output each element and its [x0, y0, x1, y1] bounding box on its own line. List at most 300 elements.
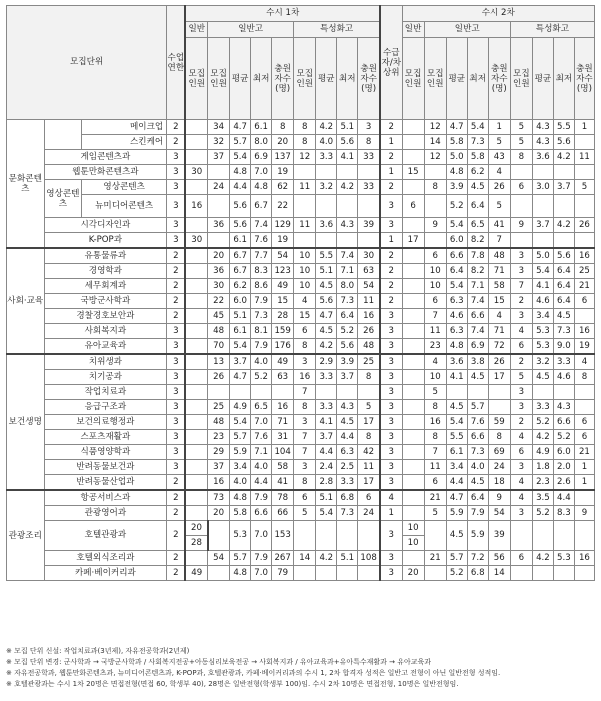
- table-cell: 15: [294, 309, 316, 324]
- table-cell: [402, 490, 424, 506]
- table-cell: 5.7: [230, 551, 251, 566]
- table-cell: [185, 506, 207, 521]
- table-cell: 62: [272, 180, 294, 195]
- table-cell: 2: [167, 294, 186, 309]
- table-cell: [230, 385, 251, 400]
- table-cell: 4.2: [316, 339, 337, 355]
- table-cell: 3.3: [316, 370, 337, 385]
- table-cell: 79: [272, 566, 294, 581]
- table-cell: 16: [272, 400, 294, 415]
- table-cell: 7.0: [251, 521, 272, 551]
- table-cell: 2.4: [316, 460, 337, 475]
- table-cell: 12: [294, 150, 316, 165]
- table-cell: 2: [510, 354, 532, 370]
- table-cell: 2: [167, 490, 186, 506]
- table-cell: [510, 195, 532, 218]
- table-cell: 4.4: [230, 180, 251, 195]
- table-cell: 9.0: [553, 339, 574, 355]
- table-cell: 11: [358, 460, 380, 475]
- table-cell: 7.6: [251, 233, 272, 249]
- table-cell: 3.3: [316, 150, 337, 165]
- table-cell: 3.7: [553, 180, 574, 195]
- table-cell: 3: [380, 430, 402, 445]
- table-cell: 4.8: [230, 165, 251, 180]
- table-cell: [402, 264, 424, 279]
- table-row: [7, 279, 595, 294]
- table-cell: 25: [574, 264, 594, 279]
- table-cell: 54: [272, 248, 294, 264]
- table-cell: [337, 233, 358, 249]
- table-cell: 4.2: [532, 551, 553, 566]
- table-cell: 3: [167, 324, 186, 339]
- header-r2-g-recruit: 모집인원: [402, 38, 424, 120]
- table-cell: 33: [358, 150, 380, 165]
- table-cell: 21: [574, 445, 594, 460]
- table-cell: 63: [358, 264, 380, 279]
- table-cell: [185, 339, 207, 355]
- group-label: 보건생명: [7, 354, 45, 490]
- table-cell: [402, 150, 424, 165]
- unit-name: 시각디자인과: [44, 218, 167, 233]
- table-cell: [402, 430, 424, 445]
- table-cell: 108: [358, 551, 380, 566]
- table-cell: 12: [424, 150, 446, 165]
- table-cell: 5.1: [316, 490, 337, 506]
- table-cell: 6.3: [446, 294, 467, 309]
- table-cell: 6: [574, 415, 594, 430]
- table-cell: 6.8: [467, 566, 488, 581]
- unit-name: 게임콘텐츠과: [44, 150, 167, 165]
- table-cell: 10: [424, 370, 446, 385]
- table-cell: [402, 180, 424, 195]
- table-cell: [402, 415, 424, 430]
- table-cell: 70: [208, 339, 230, 355]
- table-cell: 37: [208, 150, 230, 165]
- table-cell: 16: [424, 415, 446, 430]
- header-r2-sh-min: 최저: [553, 38, 574, 120]
- table-cell: [294, 566, 316, 581]
- table-cell: 6: [510, 339, 532, 355]
- table-cell: 3: [380, 370, 402, 385]
- table-cell: [185, 294, 207, 309]
- table-cell: [402, 279, 424, 294]
- table-cell: 33: [358, 180, 380, 195]
- table-cell: 37: [208, 460, 230, 475]
- table-cell: 9: [424, 218, 446, 233]
- table-cell: 23: [424, 339, 446, 355]
- table-cell: 3: [510, 400, 532, 415]
- table-cell: 7.4: [467, 294, 488, 309]
- table-cell: 5.3: [532, 324, 553, 339]
- table-cell: 8.3: [553, 506, 574, 521]
- table-cell: 7.3: [467, 445, 488, 460]
- table-cell: 6.7: [230, 248, 251, 264]
- table-cell: [316, 165, 337, 180]
- table-cell: 23: [208, 430, 230, 445]
- table-cell: 4.7: [446, 490, 467, 506]
- table-cell: 6.1: [230, 324, 251, 339]
- table-cell: 30: [185, 233, 207, 249]
- header-r1-gh-min: 최저: [251, 38, 272, 120]
- table-cell: [185, 264, 207, 279]
- table-cell: 30: [208, 279, 230, 294]
- table-cell: 20: [208, 506, 230, 521]
- table-cell: 7.3: [337, 294, 358, 309]
- table-cell: 5.4: [446, 218, 467, 233]
- table-cell: 5.1: [337, 120, 358, 135]
- table-body: [7, 120, 595, 581]
- table-cell: [402, 120, 424, 135]
- header-r1-sh-min: 최저: [337, 38, 358, 120]
- table-cell: 6.6: [446, 248, 467, 264]
- table-cell: 8: [358, 430, 380, 445]
- table-cell: 4.5: [337, 415, 358, 430]
- table-cell: 3.7: [532, 218, 553, 233]
- table-cell: 71: [488, 264, 510, 279]
- table-cell: 8.2: [467, 233, 488, 249]
- table-cell: 5.6: [553, 135, 574, 150]
- table-cell: 5.8: [446, 135, 467, 150]
- table-cell: 5.8: [467, 150, 488, 165]
- table-cell: 5.1: [337, 551, 358, 566]
- table-cell: 2: [167, 475, 186, 491]
- table-cell: 9: [574, 506, 594, 521]
- table-cell: [402, 460, 424, 475]
- table-cell: 17: [358, 415, 380, 430]
- table-cell: 3: [167, 233, 186, 249]
- table-cell: 7.3: [337, 506, 358, 521]
- table-cell: [553, 165, 574, 180]
- table-cell: 1: [380, 506, 402, 521]
- table-cell: 1: [380, 135, 402, 150]
- table-cell: [294, 195, 316, 218]
- table-cell: 3: [167, 195, 186, 218]
- table-cell: 54: [208, 551, 230, 566]
- table-cell: 3.7: [230, 354, 251, 370]
- table-cell: 5: [510, 370, 532, 385]
- table-cell: 10: [294, 264, 316, 279]
- unit-name: 유통물류과: [44, 248, 167, 264]
- header-r2-gh-applicants: 충원자수(명): [488, 38, 510, 120]
- table-cell: [251, 385, 272, 400]
- table-cell: [294, 233, 316, 249]
- table-cell: 6.6: [467, 430, 488, 445]
- header-r2-general-high: 일반고: [424, 22, 510, 38]
- table-cell: 5: [358, 400, 380, 415]
- table-row: [7, 415, 595, 430]
- table-cell: [574, 233, 594, 249]
- table-cell: 1: [574, 460, 594, 475]
- table-cell: 3: [380, 445, 402, 460]
- table-cell: 10: [294, 248, 316, 264]
- table-cell: 1: [380, 233, 402, 249]
- table-row: [7, 445, 595, 460]
- table-cell: 7: [424, 309, 446, 324]
- table-cell: 8: [424, 180, 446, 195]
- table-cell: 4: [488, 165, 510, 180]
- table-cell: 4.2: [553, 218, 574, 233]
- table-cell: 6.6: [553, 415, 574, 430]
- unit-name: 세무회계과: [44, 279, 167, 294]
- table-cell: 26: [488, 354, 510, 370]
- table-cell: 2: [167, 506, 186, 521]
- table-cell: 6.0: [446, 233, 467, 249]
- table-cell: 4.9: [532, 445, 553, 460]
- table-cell: 10: [402, 521, 424, 536]
- table-cell: [574, 195, 594, 218]
- table-cell: 3.3: [553, 354, 574, 370]
- table-cell: 5: [574, 180, 594, 195]
- table-cell: 4: [510, 490, 532, 506]
- table-cell: 4.8: [446, 165, 467, 180]
- table-cell: 3: [167, 354, 186, 370]
- table-cell: 8: [294, 135, 316, 150]
- table-cell: [553, 385, 574, 400]
- table-cell: 6.9: [251, 150, 272, 165]
- table-cell: 11: [294, 180, 316, 195]
- table-cell: 10: [402, 536, 424, 551]
- table-cell: 4.8: [230, 490, 251, 506]
- table-cell: 5.6: [230, 218, 251, 233]
- table-cell: 2: [380, 264, 402, 279]
- table-cell: 153: [272, 521, 294, 551]
- table-cell: 5.4: [230, 415, 251, 430]
- table-cell: 4.5: [446, 400, 467, 415]
- table-cell: 3: [167, 370, 186, 385]
- table-cell: 16: [208, 475, 230, 491]
- table-cell: 6.5: [251, 400, 272, 415]
- table-cell: 5.7: [446, 551, 467, 566]
- header-r1-gh-recruit: 모집인원: [208, 38, 230, 120]
- table-cell: [337, 566, 358, 581]
- header-r1-gh-avg: 평균: [230, 38, 251, 120]
- table-cell: 5.4: [316, 506, 337, 521]
- table-cell: 12: [424, 120, 446, 135]
- table-cell: [316, 566, 337, 581]
- table-cell: [402, 309, 424, 324]
- table-row: [7, 521, 595, 536]
- table-cell: 58: [272, 460, 294, 475]
- table-cell: 5.3: [532, 339, 553, 355]
- table-cell: 3: [167, 430, 186, 445]
- table-cell: 78: [272, 490, 294, 506]
- table-cell: 3: [380, 415, 402, 430]
- table-cell: 7.8: [467, 248, 488, 264]
- unit-name: 유아교육과: [44, 339, 167, 355]
- table-cell: 4.3: [337, 400, 358, 415]
- table-cell: 7.4: [337, 248, 358, 264]
- table-cell: 7.9: [251, 339, 272, 355]
- table-cell: 3: [294, 415, 316, 430]
- table-cell: [316, 521, 337, 551]
- table-cell: 2: [167, 135, 186, 150]
- table-cell: 49: [272, 279, 294, 294]
- group-label: 문화콘텐츠: [7, 120, 45, 249]
- table-cell: 17: [488, 370, 510, 385]
- table-cell: 2: [167, 264, 186, 279]
- table-cell: 8: [358, 370, 380, 385]
- table-cell: 3: [380, 195, 402, 218]
- table-cell: 3: [510, 385, 532, 400]
- unit-name: 경찰경호보안과: [44, 309, 167, 324]
- table-cell: 5.1: [230, 309, 251, 324]
- table-cell: [185, 150, 207, 165]
- group-label: 사회·교육: [7, 248, 45, 354]
- table-cell: [424, 165, 446, 180]
- table-cell: 3.6: [316, 218, 337, 233]
- table-row: [7, 354, 595, 370]
- table-cell: [185, 415, 207, 430]
- table-cell: 48: [208, 415, 230, 430]
- table-cell: 6.3: [337, 445, 358, 460]
- unit-name: 스포츠재활과: [44, 430, 167, 445]
- table-cell: [574, 400, 594, 415]
- table-cell: [185, 400, 207, 415]
- table-cell: 6.6: [251, 506, 272, 521]
- table-cell: 59: [488, 415, 510, 430]
- table-cell: 2: [167, 248, 186, 264]
- table-cell: 3: [294, 460, 316, 475]
- table-cell: 4: [294, 294, 316, 309]
- header-unit: 모집단위: [7, 6, 167, 120]
- table-row: [7, 135, 595, 150]
- unit-name: 영상콘텐츠: [82, 180, 167, 195]
- table-cell: 5.2: [532, 506, 553, 521]
- header-r1-sh-applicants: 충원자수(명): [358, 38, 380, 120]
- table-cell: 5.0: [532, 248, 553, 264]
- table-cell: [532, 165, 553, 180]
- table-cell: [185, 445, 207, 460]
- table-cell: 3.9: [446, 180, 467, 195]
- table-cell: 6.2: [467, 165, 488, 180]
- table-cell: 8: [294, 120, 316, 135]
- table-cell: 58: [488, 279, 510, 294]
- table-cell: 6.7: [251, 195, 272, 218]
- table-cell: 7.4: [251, 218, 272, 233]
- table-cell: [316, 195, 337, 218]
- table-cell: [402, 248, 424, 264]
- table-cell: 6: [574, 430, 594, 445]
- table-cell: 6.9: [467, 339, 488, 355]
- unit-name: 반려동물산업과: [44, 475, 167, 491]
- unit-name: 식품영양학과: [44, 445, 167, 460]
- table-cell: 3: [510, 460, 532, 475]
- table-row: [7, 309, 595, 324]
- table-cell: 6.0: [230, 294, 251, 309]
- table-cell: 73: [208, 490, 230, 506]
- table-cell: 19: [574, 339, 594, 355]
- table-cell: 6: [510, 445, 532, 460]
- admission-results-table: [6, 5, 595, 581]
- table-cell: 5: [488, 135, 510, 150]
- table-cell: 8.2: [467, 264, 488, 279]
- table-cell: 7.0: [251, 566, 272, 581]
- table-cell: 8: [424, 400, 446, 415]
- table-cell: 3: [167, 339, 186, 355]
- table-cell: 7: [294, 385, 316, 400]
- table-cell: 4: [510, 430, 532, 445]
- table-cell: [358, 165, 380, 180]
- table-cell: 48: [488, 248, 510, 264]
- table-cell: 36: [208, 264, 230, 279]
- table-cell: 15: [272, 294, 294, 309]
- table-cell: 6.4: [446, 264, 467, 279]
- table-cell: [532, 566, 553, 581]
- table-cell: 6.4: [467, 195, 488, 218]
- table-cell: 8: [510, 150, 532, 165]
- table-row: [7, 506, 595, 521]
- table-cell: 7.9: [251, 294, 272, 309]
- table-cell: 3: [167, 150, 186, 165]
- table-cell: [446, 385, 467, 400]
- table-cell: 1: [488, 120, 510, 135]
- table-cell: 13: [208, 354, 230, 370]
- table-cell: 29: [208, 445, 230, 460]
- unit-name: K-POP과: [44, 233, 167, 249]
- table-cell: 26: [574, 218, 594, 233]
- table-cell: [553, 521, 574, 551]
- table-cell: [574, 135, 594, 150]
- table-cell: [402, 400, 424, 415]
- table-cell: 6.4: [553, 294, 574, 309]
- table-cell: 3: [167, 218, 186, 233]
- table-cell: 16: [294, 370, 316, 385]
- table-cell: [510, 566, 532, 581]
- table-cell: 4: [424, 354, 446, 370]
- header-round2: 수시 2차: [402, 6, 594, 22]
- table-cell: [402, 370, 424, 385]
- table-cell: [337, 165, 358, 180]
- table-cell: 6.7: [230, 264, 251, 279]
- table-row: [7, 370, 595, 385]
- table-cell: 4.3: [553, 400, 574, 415]
- table-cell: 3: [380, 475, 402, 491]
- table-cell: 4.1: [337, 150, 358, 165]
- table-cell: 4: [380, 490, 402, 506]
- table-cell: 54: [488, 506, 510, 521]
- header-r2-sh-avg: 평균: [532, 38, 553, 120]
- table-cell: 3: [380, 521, 402, 551]
- table-cell: 8: [574, 370, 594, 385]
- table-cell: 11: [424, 324, 446, 339]
- table-cell: 7.3: [553, 324, 574, 339]
- table-cell: 5: [294, 506, 316, 521]
- table-cell: 176: [272, 339, 294, 355]
- table-cell: 5.6: [316, 294, 337, 309]
- table-cell: [185, 430, 207, 445]
- table-cell: [185, 248, 207, 264]
- table-cell: 22: [272, 195, 294, 218]
- table-cell: 2: [167, 279, 186, 294]
- header-r2-sh-applicants: 충원자수(명): [574, 38, 594, 120]
- table-cell: [208, 385, 230, 400]
- table-cell: 6.1: [230, 233, 251, 249]
- table-cell: 2: [380, 120, 402, 135]
- table-cell: 6: [358, 490, 380, 506]
- table-cell: 15: [402, 165, 424, 180]
- table-row: [7, 150, 595, 165]
- table-cell: 30: [185, 165, 207, 180]
- table-cell: [358, 521, 380, 551]
- table-cell: 14: [424, 135, 446, 150]
- table-row: [7, 400, 595, 415]
- table-cell: 8: [358, 135, 380, 150]
- table-cell: 4.0: [251, 460, 272, 475]
- table-cell: 11: [574, 150, 594, 165]
- header-r1-sh-avg: 평균: [316, 38, 337, 120]
- table-cell: 5: [488, 195, 510, 218]
- table-cell: 4: [510, 324, 532, 339]
